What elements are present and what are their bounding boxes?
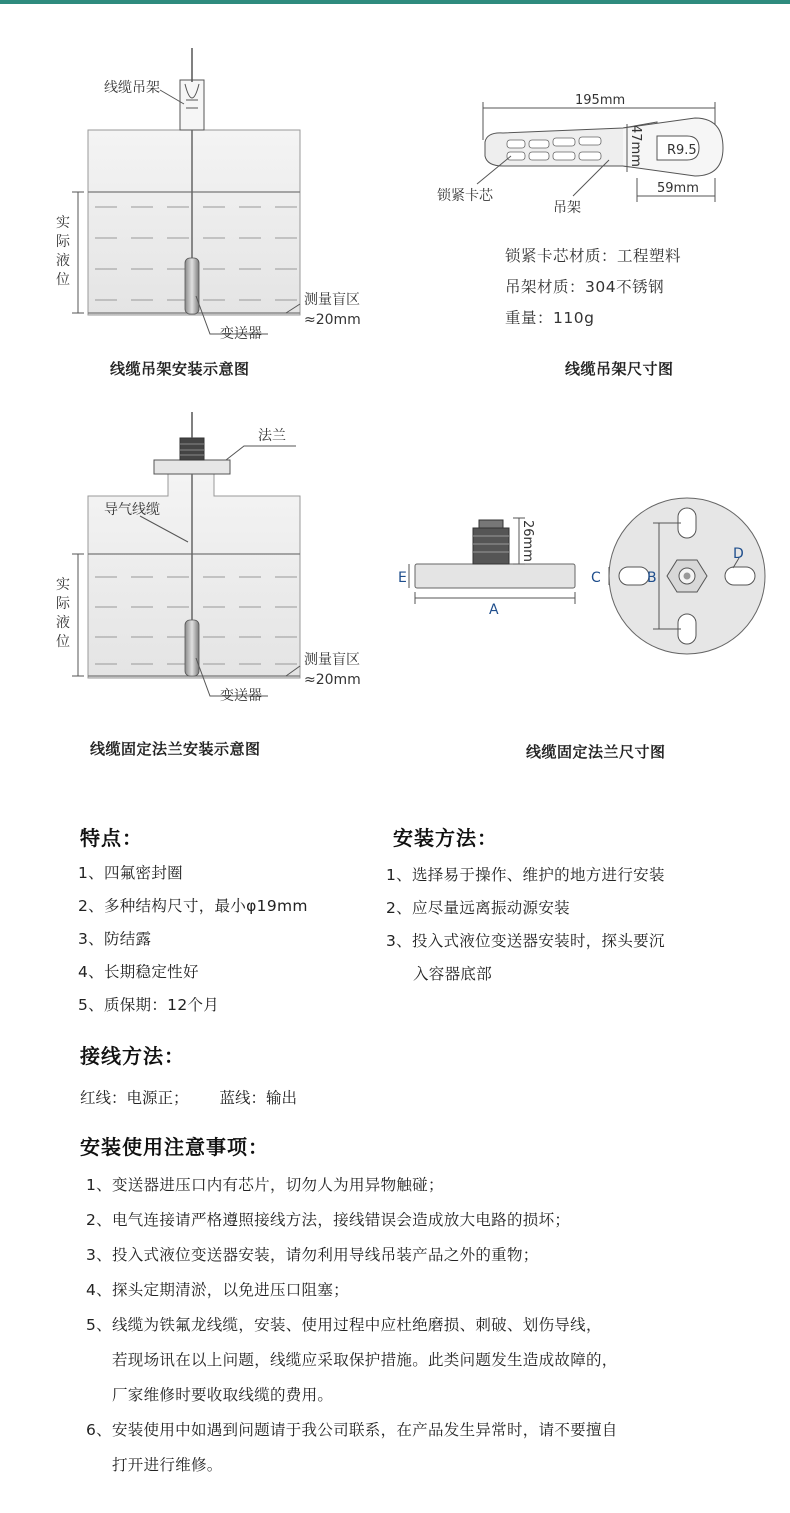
dim-label-a: A: [489, 602, 499, 618]
list-item: 若现场讯在以上问题，线缆应采取保护措施。此类问题发生造成故障的，: [112, 1351, 618, 1369]
dim-label-d: D: [733, 546, 744, 562]
features-list: [78, 861, 308, 1026]
hanger-specs: [505, 244, 681, 337]
list-item: 3、投入式液位变送器安装时，探头要沉: [386, 932, 665, 950]
dim-length: 195mm: [575, 93, 626, 108]
spec-line: 重量：110g: [505, 309, 595, 327]
list-item: 2、电气连接请严格遵照接线方法，接线错误会造成放大电路的损坏；: [86, 1211, 571, 1229]
dim-label-b: B: [647, 570, 657, 586]
label-lock-core: 锁紧卡芯: [437, 188, 493, 204]
wiring-red: 红线：电源正；: [80, 1089, 189, 1107]
list-item: 5、质保期：12个月: [78, 996, 220, 1014]
label-flange: 法兰: [258, 428, 286, 444]
list-item: 5、线缆为铁氟龙线缆，安装、使用过程中应杜绝磨损、刺破、划伤导线，: [86, 1316, 602, 1334]
list-item: 2、应尽量远离振动源安装: [386, 899, 570, 917]
hanger-bracket: [180, 80, 204, 130]
list-item: 3、投入式液位变送器安装，请勿利用导线吊装产品之外的重物；: [86, 1246, 539, 1264]
install-method-list: [386, 863, 665, 995]
label-transmitter-2: 变送器: [220, 688, 262, 704]
label-hanger-part: 吊架: [553, 200, 581, 216]
list-item: 打开进行维修。: [112, 1456, 223, 1474]
label-hanger: 线缆吊架: [104, 80, 160, 96]
hanger-install-diagram: [0, 0, 395, 390]
dim-label-c: C: [591, 570, 601, 586]
list-item: 2、多种结构尺寸，最小φ19mm: [78, 897, 308, 915]
label-blind-zone-2: 测量盲区: [304, 652, 360, 668]
notes-list: [86, 1173, 618, 1488]
spec-line: 吊架材质：304不锈钢: [505, 278, 665, 296]
list-item: 1、选择易于操作、维护的地方进行安装: [386, 866, 665, 884]
caption-hanger-install: 线缆吊架安装示意图: [110, 360, 250, 378]
dim-tail: 59mm: [657, 181, 699, 196]
list-item: 4、探头定期清淤，以免进压口阻塞；: [86, 1281, 349, 1299]
label-blind-value: ≈20mm: [304, 312, 361, 328]
transmitter-probe-2: [185, 620, 199, 676]
transmitter-probe: [185, 258, 199, 314]
flange-dims-diagram: [395, 400, 790, 740]
list-item: 厂家维修时要收取线缆的费用。: [112, 1386, 334, 1404]
list-item: 入容器底部: [413, 965, 493, 983]
install-method-title: 安装方法：: [393, 826, 498, 850]
label-air-cable: 导气线缆: [104, 502, 160, 518]
notes-title: 安装使用注意事项：: [80, 1135, 269, 1159]
flange-side-plate: [415, 564, 575, 588]
list-item: 3、防结露: [78, 930, 152, 948]
caption-flange-dims: 线缆固定法兰尺寸图: [526, 743, 666, 761]
list-item: 1、四氟密封圈: [78, 864, 183, 882]
list-item: 6、安装使用中如遇到问题请于我公司联系，在产品发生异常时，请不要擅自: [86, 1421, 618, 1439]
wiring-row: [80, 1086, 297, 1108]
dim-height: 47mm: [628, 125, 643, 167]
label-transmitter: 变送器: [220, 326, 262, 342]
label-actual-level-2: 实际液位: [56, 577, 70, 650]
flange-install-diagram: [0, 400, 395, 740]
dim-flange-height: 26mm: [520, 520, 535, 562]
features-title: 特点：: [80, 826, 143, 850]
spec-line: 锁紧卡芯材质：工程塑料: [505, 247, 682, 265]
caption-hanger-dims: 线缆吊架尺寸图: [565, 360, 674, 378]
list-item: 4、长期稳定性好: [78, 963, 199, 981]
wiring-title: 接线方法：: [80, 1044, 185, 1068]
label-blind-zone: 测量盲区: [304, 292, 360, 308]
caption-flange-install: 线缆固定法兰安装示意图: [90, 740, 261, 758]
label-actual-level: 实际液位: [56, 215, 70, 288]
flange-plate: [154, 460, 230, 474]
wiring-blue: 蓝线：输出: [219, 1089, 297, 1107]
list-item: 1、变送器进压口内有芯片，切勿人为用异物触碰；: [86, 1176, 444, 1194]
dim-label-e: E: [398, 570, 407, 586]
label-blind-value-2: ≈20mm: [304, 672, 361, 688]
dim-radius: R9.5: [667, 143, 697, 158]
